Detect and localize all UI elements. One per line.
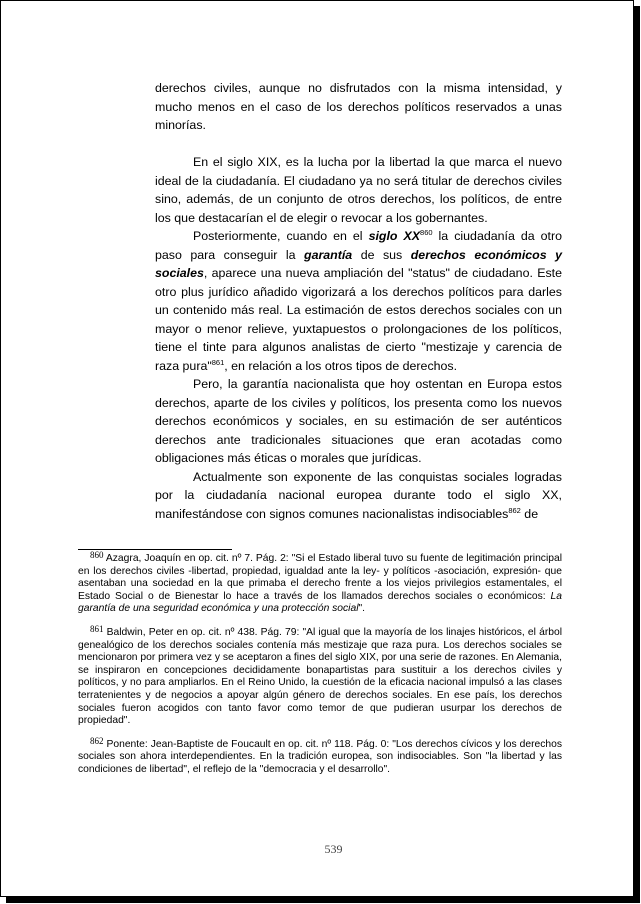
footnote-862-text: Ponente: Jean-Baptiste de Foucault en op. cit. nº 118. Pág. 0: "Los derechos cívicos y los derechos sociales son ahora interdependientes. En la tradición europea, son indisociables. Son "la libertad y las condiciones de libertad", el reflejo de la "democracia y el desarrollo". <box>78 738 562 775</box>
paragraph-3-text-2: la ciudadanía da otro paso para conseguir la <box>155 229 562 262</box>
page-shadow-right <box>634 6 640 903</box>
page-shadow-bottom <box>6 897 640 903</box>
footnote-860-number: 860 <box>90 550 104 560</box>
footnote-ref-860[interactable]: 860 <box>420 228 433 237</box>
paragraph-3-text-4: , aparece una nueva ampliación del "status" de ciudadano. Este otro plus jurídico añadido vigorizará a los derechos políticos para darles un contenido más real. La estimación de estos derechos sociales con un mayor o menor relieve, yuxtapuestos o prolongaciones de los políticos, tiene el tinte para algunos analistas de cierto "mestizaje y carencia de raza pura" <box>155 266 562 373</box>
footnote-860-text: Azagra, Joaquín en op. cit. nº 7. Pág. 2: "Si el Estado liberal tuvo su fuente de legitimación principal en los derechos civiles -libertad, propiedad, igualdad ante la ley- y políticos -asociación, expresión- que asentaban una sociedad en la que primaba el derecho frente a los viejos privilegios estamentales, el Estado Social o de Bienestar lo hace a través de los llamados derechos sociales o económicos: <box>78 553 562 602</box>
paragraph-5 <box>155 468 562 524</box>
paragraph-1: derechos civiles, aunque no disfrutados con la misma intensidad, y mucho menos en el caso de los derechos políticos reservados a unas minorías. <box>155 81 562 132</box>
footnote-861-text: Baldwin, Peter en op. cit. nº 438. Pág. 79: "Al igual que la mayoría de los linajes históricos, el árbol genealógico de los derechos sociales contenía más mestizaje que raza pura. Los derechos sociales se mencionaron por primera vez y se aceptaron a fines del siglo XIX, por una serie de razones. En Alemania, se inspiraron en concepciones decididamente bonapartistas para sustituir a los derechos civiles y políticos, y no para ampliarlos. En el Reino Unido, la cuestión de la eficacia nacional impulsó a las clases terratenientes y de negocios a apoyar algún género de derechos sociales. En ese país, los derechos sociales fueron acogidos con tanto favor como temor de que pudieran usurpar los derechos de propiedad". <box>78 626 562 727</box>
paragraph-2: En el siglo XIX, es la lucha por la libertad la que marca el nuevo ideal de la ciudadanía. El ciudadano ya no será titular de derechos civiles sino, además, de un conjunto de otros derechos, los políticos, de entre los que destacarían el de elegir o revocar a los gobernantes. <box>155 155 562 225</box>
footnote-860-end: ". <box>358 603 366 615</box>
paragraph-4: Pero, la garantía nacionalista que hoy ostentan en Europa estos derechos, aparte de los civiles y políticos, los presenta como los nuevos derechos económicos y sociales, en su estimación de ser auténticos derechos ante tradicionales situaciones que eran acotadas como obligaciones más éticas o morales que jurídicas. <box>155 377 562 465</box>
footnotes <box>78 550 562 788</box>
paragraph-5-text-1: Actualmente son exponente de las conquistas sociales logradas por la ciudadanía nacional europea durante todo el siglo XX, manifestándose con signos comunes nacionalistas indisociables <box>155 469 562 521</box>
main-text <box>155 79 562 523</box>
footnote-ref-862[interactable]: 862 <box>508 505 521 515</box>
paragraph-3 <box>155 227 562 375</box>
footnote-ref-861[interactable]: 861 <box>211 357 225 367</box>
derechos-economicos-emphasis: derechos económicos y sociales <box>155 247 562 280</box>
page-number: 539 <box>324 842 343 856</box>
paragraph-5-text-2: de <box>520 506 539 521</box>
footnote-861-number: 861 <box>90 623 104 634</box>
footnote-860 <box>78 550 562 616</box>
paragraph-3-text-5: , en relación a los otros tipos de derechos. <box>224 358 458 373</box>
paragraph-3-text-3: de sus <box>352 247 411 262</box>
garantia-emphasis: garantía <box>304 247 353 262</box>
footnote-862 <box>78 735 562 777</box>
siglo-xx-emphasis: siglo XX <box>368 229 421 243</box>
footnote-860-italic: La garantía de una seguridad económica y una protección social <box>78 590 562 615</box>
footnote-861 <box>78 623 562 728</box>
footnote-862-number: 862 <box>90 735 104 746</box>
paragraph-3-text-1: Posteriormente, cuando en el <box>193 229 369 243</box>
